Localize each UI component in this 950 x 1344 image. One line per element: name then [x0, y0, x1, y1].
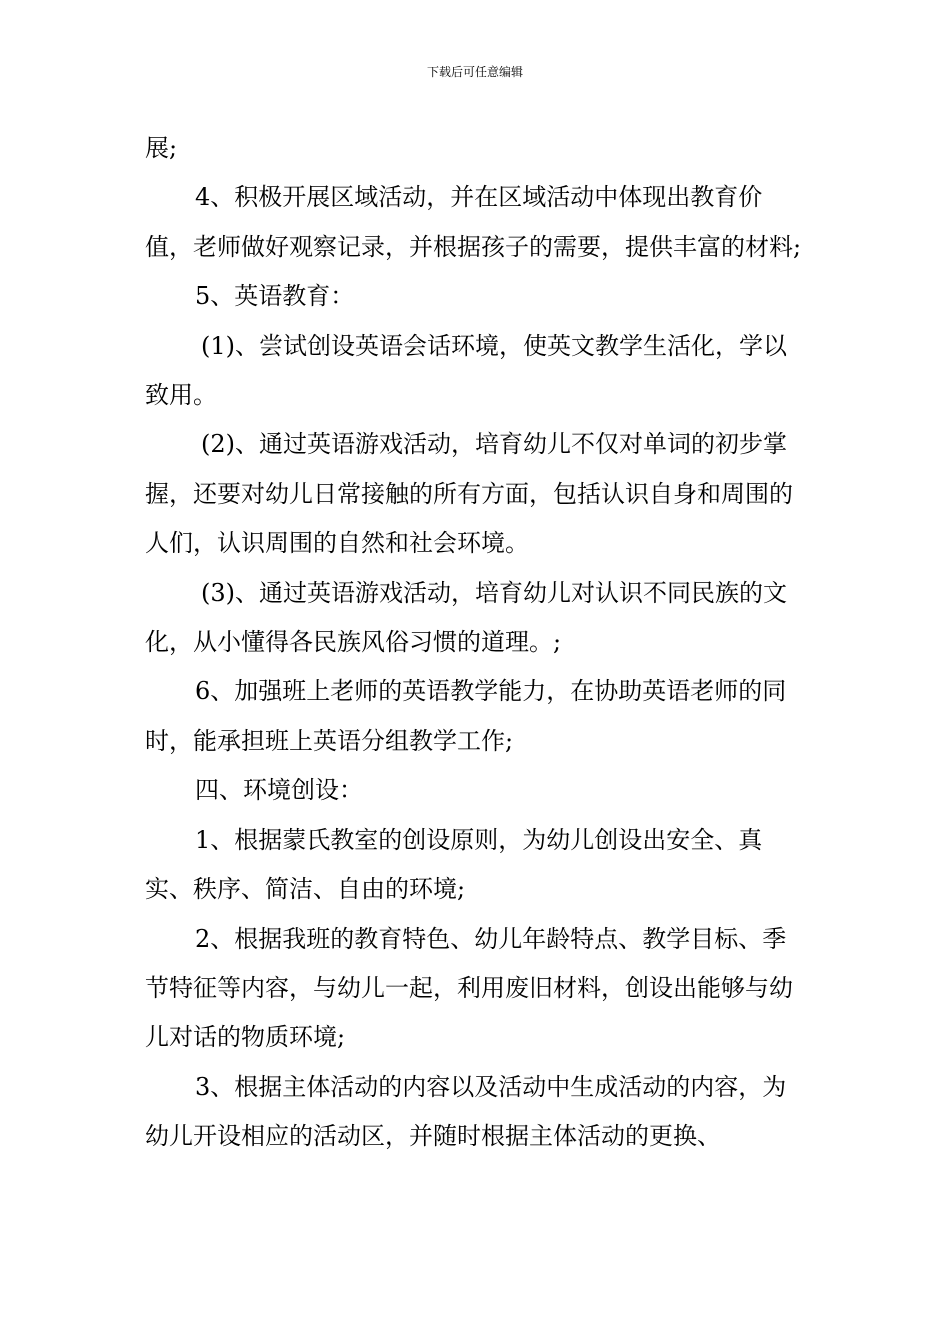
- paragraph: 3、根据主体活动的内容以及活动中生成活动的内容，为幼儿开设相应的活动区，并随时根据主体活动的更换、: [145, 1072, 787, 1151]
- paragraph: (1)、尝试创设英语会话环境，使英文教学生活化，学以致用。: [145, 331, 787, 410]
- document-body: [145, 124, 810, 1162]
- paragraph: 5、英语教育：: [195, 282, 355, 311]
- paragraph: 4、积极开展区域活动，并在区域活动中体现出教育价值，老师做好观察记录，并根据孩子的需要，提供丰富的材料;: [145, 183, 802, 261]
- paragraph: 2、根据我班的教育特色、幼儿年龄特点、教学目标、季节特征等内容，与幼儿一起，利用废旧材料，创设出能够与幼儿对话的物质环境;: [145, 924, 793, 1052]
- section-heading: 四、环境创设：: [195, 776, 363, 805]
- paragraph: 展;: [145, 134, 178, 162]
- paragraph: 1、根据蒙氏教室的创设原则，为幼儿创设出安全、真实、秩序、简洁、自由的环境;: [145, 825, 763, 904]
- paragraph: 6、加强班上老师的英语教学能力，在协助英语老师的同时，能承担班上英语分组教学工作;: [145, 677, 787, 755]
- paragraph: (3)、通过英语游戏活动，培育幼儿对认识不同民族的文化，从小懂得各民族风俗习惯的道理。;: [145, 578, 787, 657]
- paragraph: (2)、通过英语游戏活动，培育幼儿不仅对单词的初步掌握，还要对幼儿日常接触的所有方面，包括认识自身和周围的人们，认识周围的自然和社会环境。: [145, 430, 793, 558]
- header-note: 下载后可任意编辑: [426, 65, 523, 79]
